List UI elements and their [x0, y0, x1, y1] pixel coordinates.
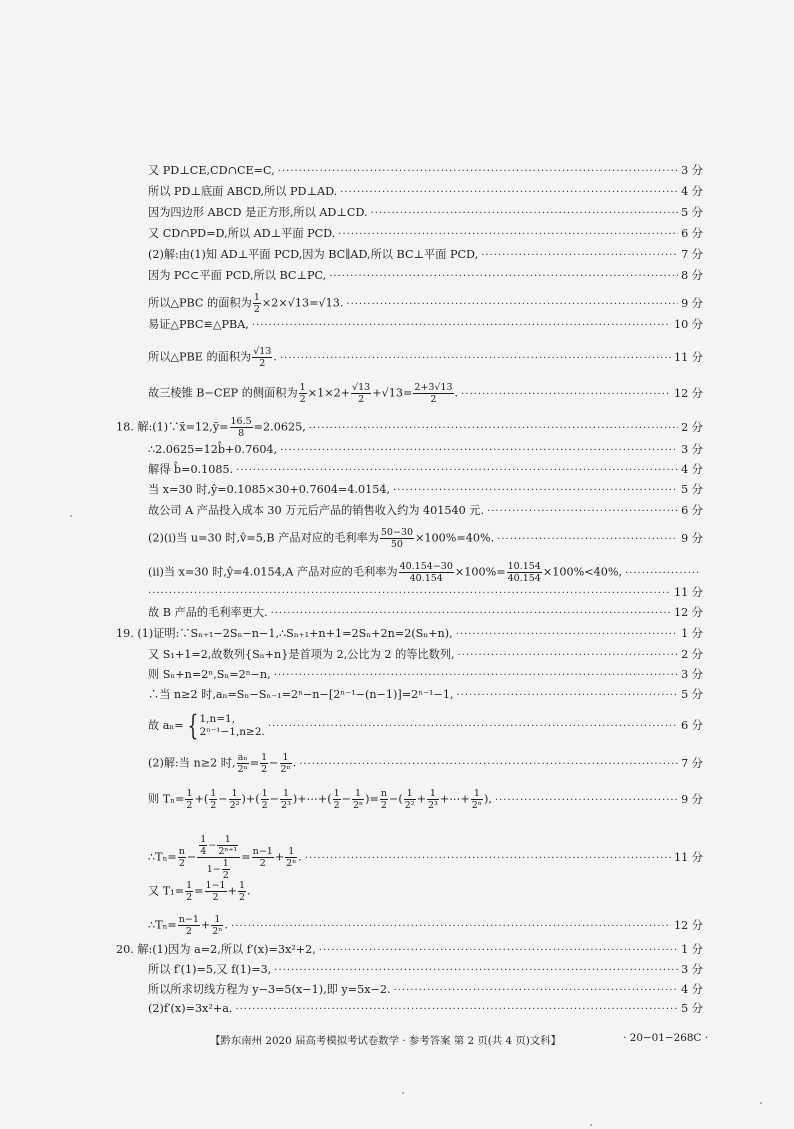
- fraction: $\frac{\text{aₙ}}{\text{2ⁿ}}$: [237, 752, 248, 775]
- line: 19. (1)证明:∵Sₙ₊₁−2Sₙ−n−1,∴Sₙ₊₁+n+1=2Sₙ+2n=2(Sₙ+n), ····· 1 分: [116, 627, 703, 642]
- line: (2)f′(x)=3x²+a. ····· 5 分: [148, 1002, 703, 1017]
- scan-speck: [402, 1092, 404, 1094]
- fraction: $\frac{1-1}{2}$: [205, 880, 226, 903]
- line: (2)解:当 n≥2 时, $\frac{\text{aₙ}}{\text{2ⁿ}}$ = $\frac{1}{2}$ − $\frac{1}{\text{2ⁿ}}$ . ····· 7 分: [148, 752, 703, 775]
- fraction: $\frac{1}{2}$: [253, 292, 260, 315]
- line: 故 B 产品的毛利率更大. ····· 12 分: [148, 606, 703, 621]
- scan-speck: [590, 1124, 592, 1126]
- fraction: $\frac{1}{\text{2ⁿ}}$: [280, 752, 291, 775]
- page-footer: [148, 1032, 708, 1047]
- line: 又 PD⊥CE,CD∩CE=C, ····· 3 分: [148, 164, 703, 179]
- piecewise: 1,n=1, 2ⁿ⁻¹−1,n≥2.: [199, 713, 265, 738]
- fraction: $\frac{1}{2}$: [261, 752, 268, 775]
- fraction: $\frac{n-1}{2}$: [178, 914, 199, 937]
- line: (2)(i)当 u=30 时,v̂=5,B 产品对应的毛利率为 $\frac{50-30}{50}$ ×100%=40%. ····· 9 分: [148, 527, 703, 550]
- fraction: $\frac{n-1}{2}$: [252, 846, 273, 869]
- line: 又 T₁= $\frac{1}{2}$ = $\frac{1-1}{2}$ + $\frac{1}{2}$ .: [148, 880, 251, 903]
- line: 当 x=30 时,ŷ=0.1085×30+0.7604=4.0154, ····· 5 分: [148, 483, 703, 498]
- fraction: $\frac{1}{2}$: [210, 788, 217, 811]
- fraction: $\frac{1}{\text{2ⁿ}}$: [352, 788, 364, 811]
- scan-speck: [760, 1102, 762, 1104]
- line: ∴2.0625=12b̂+0.7604, ····· 3 分: [148, 443, 703, 458]
- line: 则 Tₙ= $\frac{1}{2}$ +( $\frac{1}{2}$ − $\frac{1}{\text{2²}}$ )+( $\frac{1}{2}$ − $\frac{1}{\text{2³}}$ )+⋯+( $\frac{1}{2}$ − $\frac{1}{\text{2ⁿ}}$ )= $\frac{n}{2}$ −( $\frac{1}{\text{2²}}$ + $\frac{1}{\text{2³}}$ +⋯+ $\frac{1}{\text{2ⁿ}}$ ), ····· 9 分: [148, 788, 703, 811]
- fraction: $\frac{1}{2}$: [333, 788, 340, 811]
- line: 所以△PBE 的面积为 $\frac{√13}{2}$ . ····· 11 分: [148, 346, 703, 369]
- line: 因为四边形 ABCD 是正方形,所以 AD⊥CD. ····· 5 分: [148, 206, 703, 221]
- line: 20. 解:(1)因为 a=2,所以 f′(x)=3x²+2, ····· 1 分: [116, 943, 703, 958]
- line: 易证△PBC≌△PBA, ····· 10 分: [148, 318, 703, 333]
- fraction: $\frac{1}{2}$: [299, 382, 306, 405]
- fraction: $\frac{1}{\text{2ⁿ}}$: [212, 914, 223, 937]
- line: 解得 b̂=0.1085. ····· 4 分: [148, 463, 703, 478]
- fraction: $\frac{1}{\text{2³}}$: [281, 788, 291, 811]
- fraction: $\frac{40.154-30}{40.154}$: [399, 561, 453, 584]
- line: 又 S₁+1=2,故数列{Sₙ+n}是首项为 2,公比为 2 的等比数列, ····· 2 分: [148, 648, 703, 663]
- line: 故三棱锥 B−CEP 的侧面积为 $\frac{1}{2}$ ×1×2+ $\frac{√13}{2}$ +√13= $\frac{2+3√13}{2}$ . ····· 12 分: [148, 382, 703, 405]
- fraction: $\frac{1}{2}$: [186, 788, 193, 811]
- fraction: $\frac{1}{2}$: [261, 788, 268, 811]
- line: (ii)当 x=30 时,ŷ=4.0154,A 产品对应的毛利率为 $\frac{40.154-30}{40.154}$ ×100%= $\frac{10.154}{40.154}$ ×100%<40%, ·····: [148, 561, 703, 584]
- line: 则 Sₙ+n=2ⁿ,Sₙ=2ⁿ−n, ····· 3 分: [148, 668, 703, 683]
- fraction: $\frac{2+3√13}{2}$: [414, 382, 453, 405]
- line: 故公司 A 产品投入成本 30 万元后产品的销售收入约为 401540 元. ····· 6 分: [148, 504, 703, 519]
- scan-speck: [70, 515, 72, 517]
- line: 所以所求切线方程为 y−3=5(x−1),即 y=5x−2. ····· 4 分: [148, 983, 703, 998]
- fraction: $\frac{n}{2}$: [380, 788, 388, 811]
- line: 因为 PC⊂平面 PCD,所以 BC⊥PC, ····· 8 分: [148, 269, 703, 284]
- line: ∴Tₙ= $\frac{n}{2}$ − $\frac{1}{4}$ − $\frac{1}{\text{2ⁿ⁺¹}}$ 1− $\frac{1}{2}$ = $\frac{n-1}{2}$ + $\frac{1}{\text{2ⁿ}}$ . ····· 11 分: [148, 834, 703, 881]
- line: (2)解:由(1)知 AD⊥平面 PCD,因为 BC∥AD,所以 BC⊥平面 PCD, ····· 7 分: [148, 248, 703, 263]
- line: ∴当 n≥2 时,aₙ=Sₙ−Sₙ₋₁=2ⁿ−n−[2ⁿ⁻¹−(n−1)]=2ⁿ⁻¹−1, ····· 5 分: [148, 688, 703, 703]
- fraction: $\frac{1}{\text{2²}}$: [404, 788, 415, 811]
- fraction: $\frac{1}{\text{2ⁿ}}$: [471, 788, 482, 811]
- fraction: $\frac{√13}{2}$: [352, 382, 371, 405]
- line: 所以 PD⊥底面 ABCD,所以 PD⊥AD. ····· 4 分: [148, 185, 703, 200]
- fraction: $\frac{1}{2}$: [238, 880, 245, 903]
- line: 18. 解:(1)∵x̄=12,ȳ= $\frac{16.5}{8}$ =2.0625, ····· 2 分: [116, 416, 703, 439]
- footer-code: · 20−01−268C ·: [623, 1032, 708, 1044]
- fraction: $\frac{16.5}{8}$: [230, 416, 252, 439]
- fraction: $\frac{1}{\text{2³}}$: [428, 788, 438, 811]
- footer-title: 【黔东南州 2020 届高考模拟考试卷数学 · 参考答案 第 2 页(共 4 页)文科】: [210, 1035, 562, 1047]
- fraction: $\frac{50-30}{50}$: [380, 527, 413, 550]
- fraction: $\frac{10.154}{40.154}$: [507, 561, 541, 584]
- line: 又 CD∩PD=D,所以 AD⊥平面 PCD. ····· 6 分: [148, 227, 703, 242]
- fraction: $\frac{1}{2}$: [186, 880, 193, 903]
- line: ∴Tₙ= $\frac{n-1}{2}$ + $\frac{1}{\text{2ⁿ}}$ . ····· 12 分: [148, 914, 703, 937]
- line: 所以 f′(1)=5,又 f(1)=3, ····· 3 分: [148, 963, 703, 978]
- fraction: $\frac{√13}{2}$: [253, 346, 272, 369]
- line: 故 aₙ= { 1,n=1, 2ⁿ⁻¹−1,n≥2. ····· 6 分: [148, 712, 703, 740]
- fraction: $\frac{1}{\text{2ⁿ}}$: [286, 846, 297, 869]
- fraction: $\frac{1}{\text{2²}}$: [229, 788, 240, 811]
- fraction: $\frac{1}{4}$ − $\frac{1}{\text{2ⁿ⁺¹}}$ 1− $\frac{1}{2}$: [197, 834, 240, 881]
- line: 所以△PBC 的面积为 $\frac{1}{2}$ ×2×√13=√13. ····· 9 分: [148, 292, 703, 315]
- line: ····· 11 分: [148, 586, 703, 601]
- fraction: $\frac{n}{2}$: [178, 846, 185, 869]
